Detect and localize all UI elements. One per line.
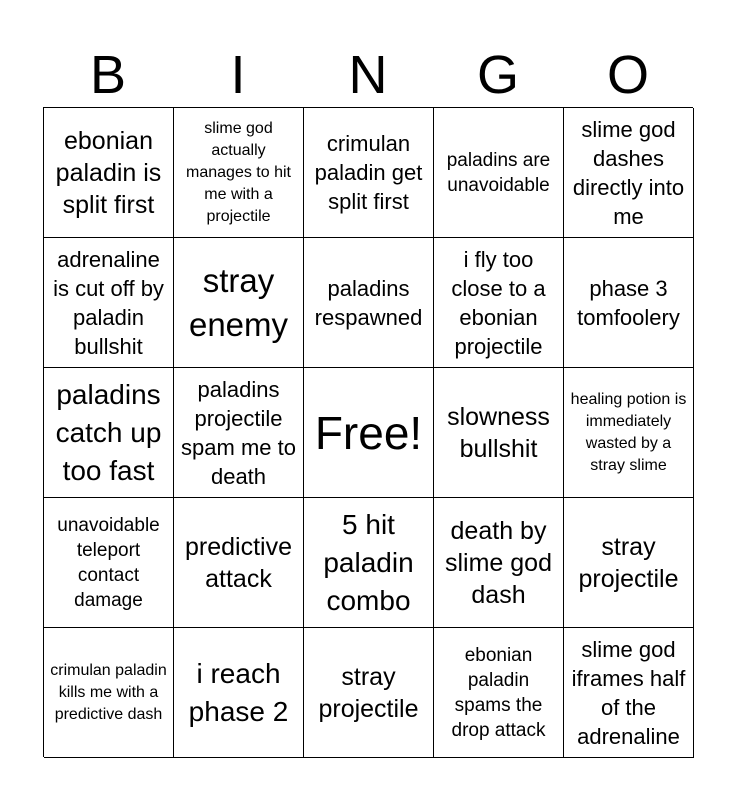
bingo-cell[interactable]: paladins projectile spam me to death (174, 368, 304, 498)
bingo-cell[interactable]: stray enemy (174, 238, 304, 368)
bingo-cell[interactable]: slowness bullshit (434, 368, 564, 498)
header-letter-g: G (476, 45, 519, 105)
bingo-header (43, 42, 693, 108)
bingo-cell[interactable]: stray projectile (304, 628, 434, 758)
bingo-cell[interactable]: ebonian paladin spams the drop attack (434, 628, 564, 758)
bingo-cell[interactable]: i fly too close to a ebonian projectile (434, 238, 564, 368)
bingo-cell[interactable]: i reach phase 2 (174, 628, 304, 758)
bingo-cell[interactable]: slime god iframes half of the adrenaline (564, 628, 694, 758)
header-letter-n: N (348, 45, 388, 105)
free-cell[interactable]: Free! (304, 368, 434, 498)
bingo-board (43, 107, 693, 757)
bingo-cell[interactable]: unavoidable teleport contact damage (44, 498, 174, 628)
header-letter-b: B (89, 45, 127, 105)
bingo-cell[interactable]: crimulan paladin kills me with a predictive dash (44, 628, 174, 758)
bingo-cell[interactable]: crimulan paladin get split first (304, 108, 434, 238)
bingo-cell[interactable]: stray projectile (564, 498, 694, 628)
bingo-cell[interactable]: 5 hit paladin combo (304, 498, 434, 628)
bingo-cell[interactable]: ebonian paladin is split first (44, 108, 174, 238)
bingo-cell[interactable]: paladins catch up too fast (44, 368, 174, 498)
header-letter-o: O (606, 45, 649, 105)
bingo-cell[interactable]: paladins are unavoidable (434, 108, 564, 238)
header-letter-i: I (230, 45, 246, 105)
bingo-cell[interactable]: slime god dashes directly into me (564, 108, 694, 238)
bingo-cell[interactable]: paladins respawned (304, 238, 434, 368)
bingo-cell[interactable]: death by slime god dash (434, 498, 564, 628)
bingo-cell[interactable]: slime god actually manages to hit me with a projectile (174, 108, 304, 238)
bingo-cell[interactable]: predictive attack (174, 498, 304, 628)
bingo-cell[interactable]: healing potion is immediately wasted by a stray slime (564, 368, 694, 498)
bingo-cell[interactable]: adrenaline is cut off by paladin bullshit (44, 238, 174, 368)
bingo-cell[interactable]: phase 3 tomfoolery (564, 238, 694, 368)
